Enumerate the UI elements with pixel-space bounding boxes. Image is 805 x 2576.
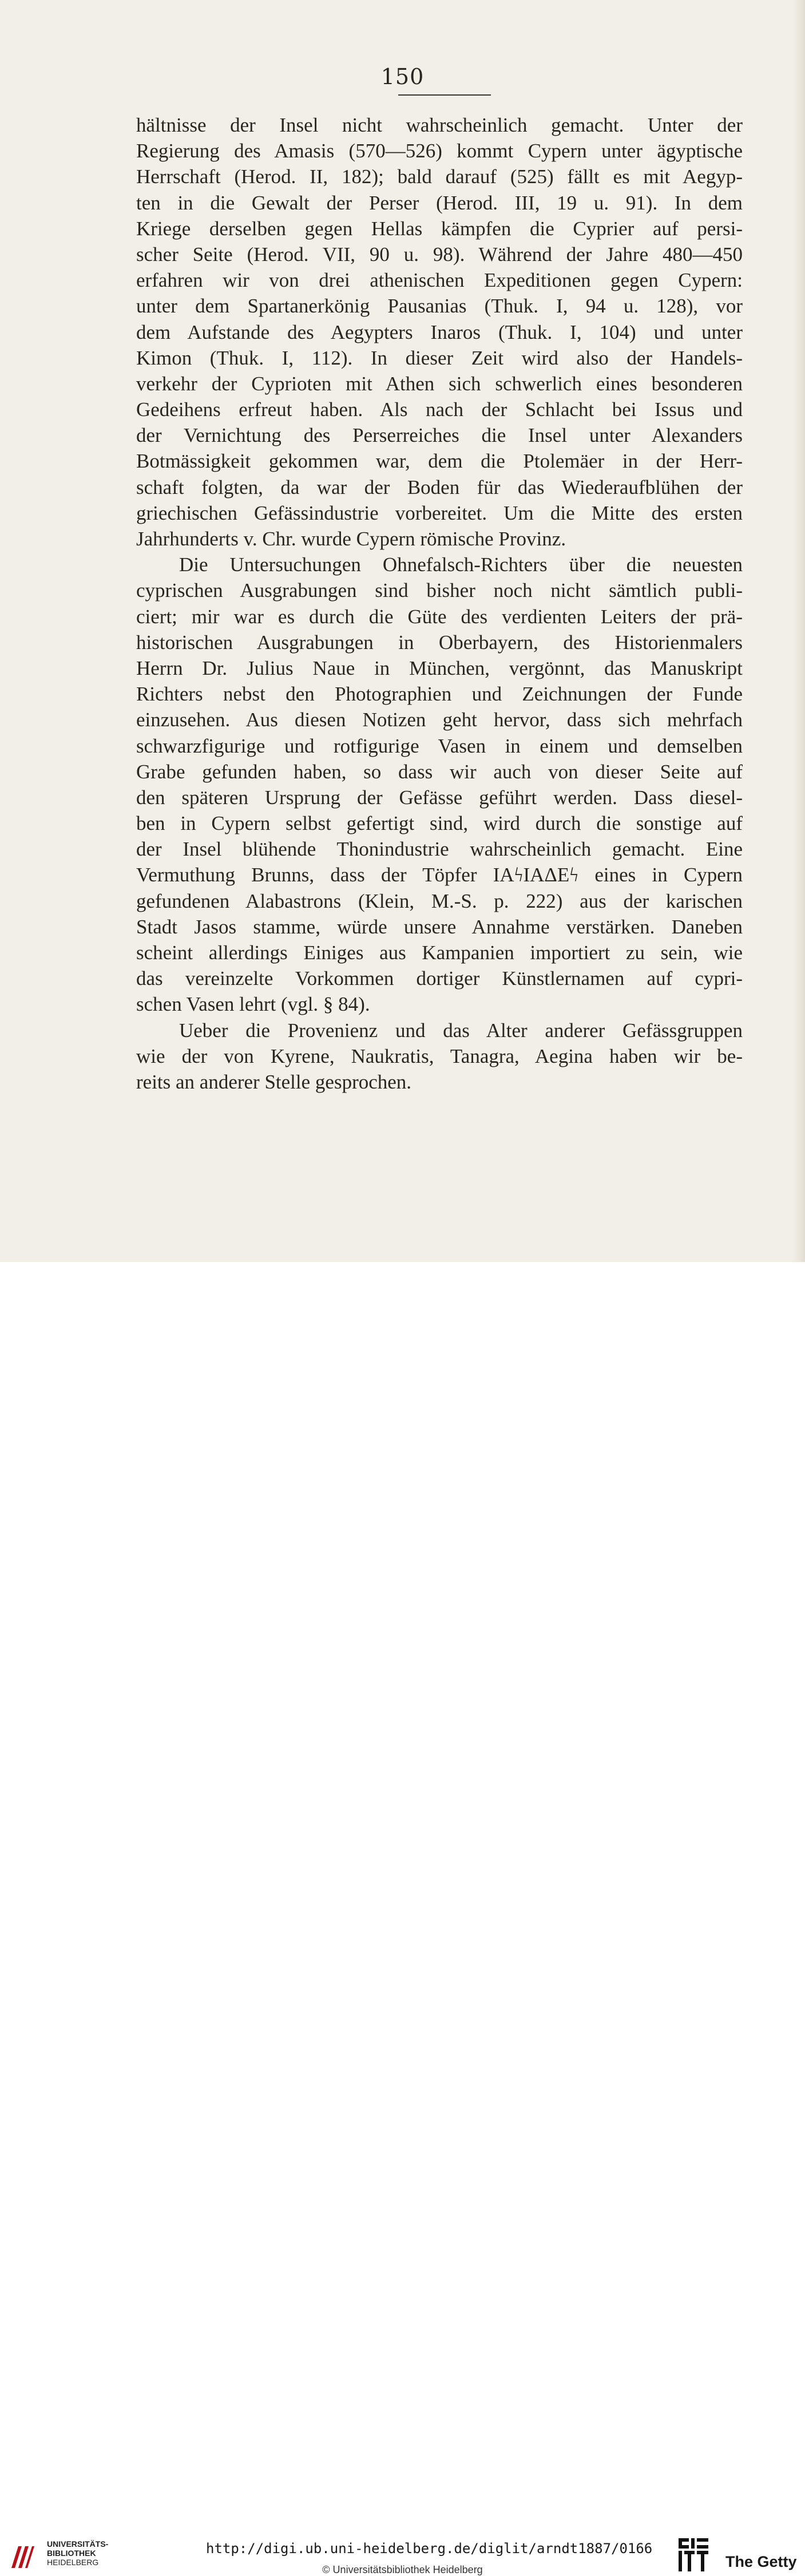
text-line: ten in die Gewalt der Perser (Herod. III, 19 u. 91). In dem	[136, 191, 743, 214]
text-line: erfahren wir von drei athenischen Expeditionen gegen Cypern:	[136, 269, 743, 292]
page-number: 150	[380, 64, 425, 89]
permalink-url[interactable]: http://digi.ub.uni-heidelberg.de/diglit/arndt1887/0166	[206, 2541, 653, 2557]
text-line: Richters nebst den Photographien und Zeichnungen der Funde	[136, 683, 743, 706]
getty-logo-icon	[677, 2537, 709, 2574]
text-line: verkehr der Cyprioten mit Athen sich schwerlich eines besonderen	[136, 372, 743, 395]
copyright-notice: © Universitätsbibliothek Heidelberg	[322, 2564, 483, 2575]
text-line: Ueber die Provenienz und das Alter anderer Gefässgruppen	[179, 1019, 743, 1042]
viewer-footer	[0, 1262, 805, 2575]
library-name-line: HEIDELBERG	[47, 2558, 99, 2567]
text-line: Kriege derselben gegen Hellas kämpfen die Cyprier auf persi-	[136, 217, 743, 240]
text-line: scheint allerdings Einiges aus Kampanien importiert zu sein, wie	[136, 941, 743, 964]
library-name-line: BIBLIOTHEK	[47, 2549, 96, 2558]
text-line: schen Vasen lehrt (vgl. § 84).	[136, 993, 370, 1016]
text-line: der Vernichtung des Perserreiches die Insel unter Alexanders	[136, 424, 743, 447]
page-number-rule	[398, 94, 491, 96]
text-line: schaft folgten, da war der Boden für das Wiederaufblühen der	[136, 476, 743, 498]
text-line: einzusehen. Aus diesen Notizen geht hervor, dass sich mehrfach	[136, 709, 743, 731]
text-line: reits an anderer Stelle gesprochen.	[136, 1070, 412, 1093]
getty-name: The Getty	[725, 2553, 797, 2570]
text-line: Jahrhunderts v. Chr. wurde Cypern römische Provinz.	[136, 528, 566, 550]
text-line: wie der von Kyrene, Naukratis, Tanagra, Aegina haben wir be-	[136, 1044, 743, 1067]
text-line: schwarzfigurige und rotfigurige Vasen in einem und demselben	[136, 734, 743, 757]
library-name-line: UNIVERSITÄTS-	[47, 2539, 109, 2549]
text-line: griechischen Gefässindustrie vorbereitet. Um die Mitte des ersten	[136, 501, 743, 524]
text-line: hältnisse der Insel nicht wahrscheinlich gemacht. Unter der	[136, 114, 743, 136]
text-line: Regierung des Amasis (570—526) kommt Cypern unter ägyptische	[136, 140, 743, 163]
text-line: den späteren Ursprung der Gefässe geführt werden. Dass diesel-	[136, 786, 743, 809]
text-line: dem Aufstande des Aegypters Inaros (Thuk. I, 104) und unter	[136, 320, 743, 343]
text-line: Herrn Dr. Julius Naue in München, vergönnt, das Manuskript	[136, 656, 743, 679]
page-edge-shadow	[792, 0, 805, 1262]
text-line: unter dem Spartanerkönig Pausanias (Thuk. I, 94 u. 128), vor	[136, 295, 743, 318]
body-text	[136, 112, 743, 1095]
text-line: ben in Cypern selbst gefertigt sind, wird durch die sonstige auf	[136, 812, 743, 835]
text-line: Herrschaft (Herod. II, 182); bald darauf (525) fällt es mit Aegyp-	[136, 165, 743, 188]
text-line: Gedeihens erfreut haben. Als nach der Schlacht bei Issus und	[136, 398, 743, 421]
text-line: ciert; mir war es durch die Güte des verdienten Leiters der prä-	[136, 605, 743, 628]
text-line: Die Untersuchungen Ohnefalsch-Richters über die neuesten	[179, 553, 743, 576]
text-line: cyprischen Ausgrabungen sind bisher noch nicht sämtlich publi-	[136, 579, 743, 602]
text-line: Vermuthung Brunns, dass der Töpfer ΙΑϟΙΑΔΕϟ eines in Cypern	[136, 864, 743, 887]
text-line: der Insel blühende Thonindustrie wahrscheinlich gemacht. Eine	[136, 838, 743, 861]
text-line: Botmässigkeit gekommen war, dem die Ptolemäer in der Herr-	[136, 450, 743, 473]
text-line: Kimon (Thuk. I, 112). In dieser Zeit wird also der Handels-	[136, 346, 743, 369]
text-line: das vereinzelte Vorkommen dortiger Künstlernamen auf cypri-	[136, 967, 743, 990]
library-name	[47, 2539, 108, 2567]
text-line: Stadt Jasos stamme, würde unsere Annahme verstärken. Daneben	[136, 915, 743, 938]
scanned-page	[0, 0, 805, 1262]
text-line: gefundenen Alabastrons (Klein, M.-S. p. 222) aus der karischen	[136, 889, 743, 912]
text-line: scher Seite (Herod. VII, 90 u. 98). Während der Jahre 480—450	[136, 243, 743, 266]
text-line: Grabe gefunden haben, so dass wir auch von dieser Seite auf	[136, 760, 743, 783]
text-line: historischen Ausgrabungen in Oberbayern, des Historienmalers	[136, 631, 743, 654]
